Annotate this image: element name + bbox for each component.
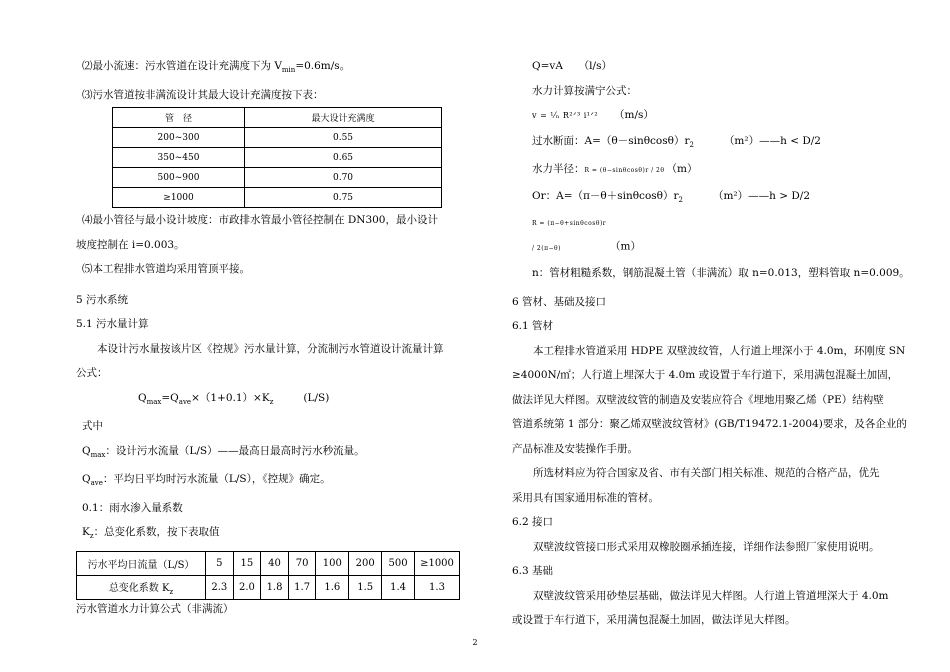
table-row: [113, 188, 442, 208]
foundation-text-2: 或设置于车行道下，采用满包混凝土加固，做法详见大样图。: [512, 614, 796, 627]
header-cell: 最大设计充满度: [245, 108, 442, 128]
velocity-formula: v = ¹⁄ₙ R²ᐟ³ i¹ᐟ² （m/s）: [532, 109, 654, 121]
table-cell: 5: [206, 551, 234, 575]
definition-qmax: $Q_{max}$：设计污水流量（L/S）——最高日最高时污水秒流量。: [82, 444, 365, 459]
flow-formula: Q=vA （l/s）: [532, 60, 612, 72]
alt-area-formula: Or：$A=(\pi-\theta+\sin\theta\cos\theta)r_2$ （m²）——h > D/2: [532, 189, 811, 204]
sewage-calc-text-1: 本设计污水量按该片区《控规》污水量计算，分流制污水管道设计流量计算: [97, 342, 444, 355]
min-slope-text-1: ⑷最小管径与最小设计坡度：市政排水管最小管径控制在 DN300，最小设计: [82, 214, 438, 227]
min-slope-text-2: 坡度控制在 i=0.003。: [76, 238, 185, 251]
min-velocity-text: ⑵最小流速：污水管道在设计充满度下为 $V_{min}=0.6m/s$。: [82, 60, 351, 75]
header-cell: 管 径: [113, 108, 245, 128]
right-column: [512, 54, 912, 633]
sewage-formula: $Q_{max}=Q_{ave}\times(1+0.1)\times K_z$ (L/S): [138, 391, 330, 406]
table-row: [113, 148, 442, 168]
table-header-row: [113, 108, 442, 128]
material-text-2: 采用具有国家通用标准的管材。: [512, 491, 659, 504]
hydraulic-formula-heading: 污水管道水力计算公式（非满流）: [76, 602, 234, 615]
table-cell: 1.7: [288, 575, 316, 599]
pipe-text-1: 本工程排水管道采用 HDPE 双壁波纹管，人行道上埋深小于 4.0m，环刚度 SN: [533, 344, 906, 357]
definition-infiltration: 0.1：雨水渗入量系数: [82, 501, 183, 514]
table-cell: ≥1000: [415, 551, 460, 575]
alt-radius-formula: R = (π−θ+sinθcosθ)r / 2(π−θ) （m）: [532, 220, 641, 253]
table-cell: 1.5: [349, 575, 382, 599]
table-cell: 2.3: [206, 575, 234, 599]
pipe-text-3: 做法详见大样图。双壁波纹管的制造及安装应符合《埋地用聚乙烯（PE）结构壁: [512, 393, 884, 406]
definition-kz: $K_z$：总变化系数，按下表取值: [82, 526, 220, 541]
roughness-text: n：管材粗糙系数，钢筋混凝土管（非满流）取 n=0.013，塑料管取 n=0.009。: [532, 267, 910, 280]
crown-joint-text: ⑸本工程排水管道均采用管顶平接。: [82, 263, 250, 276]
fill-ratio-table: [112, 107, 442, 208]
section-6-1-heading: 6.1 管材: [512, 320, 554, 333]
section-6-heading: 6 管材、基础及接口: [512, 295, 607, 308]
where-label: 式中: [82, 420, 103, 433]
pipe-text-4: 管道系统第 1 部分：聚乙烯双壁波纹管材》(GB/T19472.1-2004)要求，及各企业的: [512, 418, 907, 431]
joint-text: 双壁波纹管接口形式采用双橡胶圈承插连接，详细作法参照厂家使用说明。: [533, 540, 880, 553]
table-cell: 350~450: [113, 148, 245, 168]
kz-table: [76, 551, 460, 600]
table-cell: 200~300: [113, 128, 245, 148]
table-cell: 70: [288, 551, 316, 575]
table-cell: 2.0: [233, 575, 261, 599]
table-cell: 100: [316, 551, 349, 575]
fill-ratio-intro: ⑶污水管道按非满流设计其最大设计充满度按下表：: [82, 88, 324, 101]
row-label: 总变化系数 $K_z$: [77, 575, 206, 599]
table-cell: 500~900: [113, 168, 245, 188]
table-cell: 1.4: [382, 575, 415, 599]
table-cell: 1.8: [261, 575, 289, 599]
table-cell: 40: [261, 551, 289, 575]
table-cell: 500: [382, 551, 415, 575]
table-cell: 200: [349, 551, 382, 575]
table-cell: 15: [233, 551, 261, 575]
left-column: [76, 54, 470, 618]
hydraulic-radius-formula: 水力半径：R = (θ−sinθcosθ)r / 2θ （m）: [532, 163, 698, 176]
table-cell: 1.6: [316, 575, 349, 599]
table-row: [113, 168, 442, 188]
manning-intro: 水力计算按满宁公式：: [532, 84, 637, 97]
table-cell: 0.75: [245, 188, 442, 208]
definition-qave: $Q_{ave}$：平均日平均时污水流量（L/S），《控规》确定。: [82, 473, 331, 488]
table-row: [77, 551, 460, 575]
section-6-3-heading: 6.3 基础: [512, 565, 554, 578]
table-row: [77, 575, 460, 599]
material-text-1: 所选材料应为符合国家及省、市有关部门相关标准、规范的合格产品，优先: [533, 467, 880, 480]
section-5-heading: 5 污水系统: [76, 293, 129, 306]
table-cell: 1.3: [415, 575, 460, 599]
table-row: [113, 128, 442, 148]
row-label: 污水平均日流量（L/S）: [77, 551, 206, 575]
page-number: 2: [472, 638, 478, 647]
table-cell: 0.55: [245, 128, 442, 148]
foundation-text-1: 双壁波纹管采用砂垫层基础，做法详见大样图。人行道上管道埋深大于 4.0m: [533, 589, 889, 602]
sewage-calc-text-2: 公式：: [76, 367, 108, 380]
table-cell: 0.70: [245, 168, 442, 188]
section-6-2-heading: 6.2 接口: [512, 516, 554, 529]
pipe-text-5: 产品标准及安装操作手册。: [512, 442, 638, 455]
section-5-1-heading: 5.1 污水量计算: [76, 318, 149, 331]
flow-area-formula: 过水断面：$A=(\theta-\sin\theta\cos\theta)r_2$ （m²）——h < D/2: [532, 134, 821, 149]
pipe-text-2: ≥4000N/㎡；人行道上埋深大于 4.0m 或设置于车行道下，采用满包混凝土加固，: [512, 369, 899, 382]
table-cell: 0.65: [245, 148, 442, 168]
table-cell: ≥1000: [113, 188, 245, 208]
